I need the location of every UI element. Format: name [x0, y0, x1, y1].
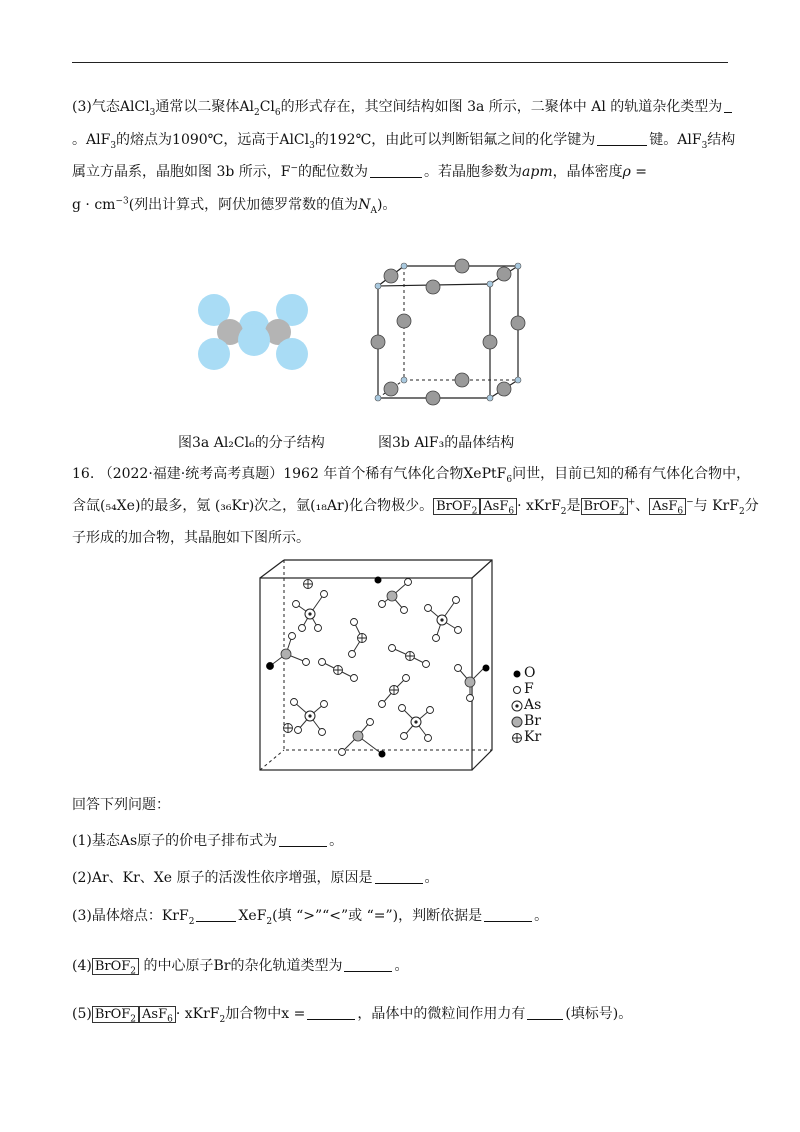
f-site	[497, 382, 511, 396]
question-2: (2)Ar、Kr、Xe 原子的活泼性依序增强，原因是 。	[72, 870, 439, 886]
legend-markers	[510, 666, 524, 746]
answer-blank[interactable]	[597, 131, 647, 146]
question-5: (5) BrOF$_2$ AsF$_6$ · xKrF$_2$加合物中x = ，晶体中的微粒间作用力有 (填标号)。	[72, 1006, 633, 1025]
cl-atom	[238, 324, 270, 356]
f-site	[384, 269, 398, 283]
al-site	[487, 395, 493, 401]
question-3: (3)晶体熔点：KrF$_2$ XeF$_2$(填 “>”“<”或 “=”)，判断依据是 。	[72, 908, 549, 927]
answer-blank[interactable]	[527, 1005, 563, 1020]
legend-labels	[524, 665, 541, 745]
al-site	[375, 395, 381, 401]
al-site	[401, 377, 407, 383]
legend-f: F	[524, 681, 534, 697]
header-rule	[72, 62, 728, 63]
f-site	[426, 280, 440, 294]
f-site	[511, 316, 525, 330]
legend-o: O	[524, 665, 536, 681]
f-site	[483, 335, 497, 349]
f-site	[455, 259, 469, 273]
al-site	[375, 283, 381, 289]
al-site	[515, 377, 521, 383]
f-site	[426, 391, 440, 405]
legend-o-marker	[514, 671, 521, 678]
al-site	[401, 263, 407, 269]
q16-line-2: 含氙(₅₄Xe)的最多，氪 (₃₆Kr)次之，氩(₁₈Ar)化合物极少。 BrOF$_2$ AsF$_6$ · xKrF$_2$是 BrOF$_2$+、 AsF$_6$−与 KrF$_2$分	[72, 497, 759, 517]
answer-blank[interactable]	[196, 907, 236, 922]
p3-line-2: 。AlF$_3$的熔点为1090℃，远高于AlCl$_3$的192℃，由此可以判断铝氟之间的化学键为 键。AlF$_3$结构	[72, 132, 736, 151]
legend-as: As	[524, 697, 542, 713]
p3-line-4: $g \cdot cm^{-3}$(列出计算式，阿伏加德罗常数的值为$N_A$)。	[72, 196, 397, 216]
answer-blank[interactable]	[307, 1005, 355, 1020]
legend-f-marker	[514, 687, 521, 694]
al-site	[515, 263, 521, 269]
cl-atom	[276, 338, 308, 370]
question-4: (4) BrOF$_2$ 的中心原子Br的杂化轨道类型为 。	[72, 958, 409, 977]
legend-br-marker	[512, 717, 522, 727]
legend-br: Br	[524, 713, 541, 729]
answer-blank[interactable]	[724, 98, 732, 113]
f-site	[497, 267, 511, 281]
answer-blank[interactable]	[279, 832, 327, 847]
f-site	[371, 335, 385, 349]
p3-line-3: 属立方晶系，晶胞如图 3b 所示，F−的配位数为 。若晶胞参数为apm，晶体密度ρ =	[72, 163, 648, 180]
answer-blank[interactable]	[484, 907, 532, 922]
fig3a-molecule	[188, 288, 328, 398]
f-site	[455, 373, 469, 387]
q16-crystal-cell	[258, 558, 518, 778]
al-site	[487, 281, 493, 287]
question-1: (1)基态As原子的价电子排布式为 。	[72, 833, 344, 849]
answer-intro: 回答下列问题：	[72, 797, 170, 813]
q16-line-1: 16. （2022·福建·统考高考真题）1962 年首个稀有气体化合物XePtF$_6$问世，目前已知的稀有气体化合物中，	[72, 466, 751, 485]
fig3b-caption: 图3b AlF₃的晶体结构	[378, 435, 515, 451]
cl-atom	[198, 338, 230, 370]
q16-line-3: 子形成的加合物，其晶胞如下图所示。	[72, 530, 310, 546]
answer-blank[interactable]	[344, 957, 392, 972]
answer-blank[interactable]	[370, 163, 422, 178]
legend-kr: Kr	[524, 729, 542, 745]
answer-blank[interactable]	[375, 869, 423, 884]
f-site	[397, 314, 411, 328]
f-site	[384, 382, 398, 396]
fig3b-crystal	[370, 256, 530, 406]
p3-line-1: (3)气态AlCl$_3$通常以二聚体$Al_2Cl_6$的形式存在，其空间结构如图 3a 所示，二聚体中 Al 的轨道杂化类型为	[72, 97, 734, 117]
fig3a-caption: 图3a Al₂Cl₆的分子结构	[178, 435, 325, 451]
